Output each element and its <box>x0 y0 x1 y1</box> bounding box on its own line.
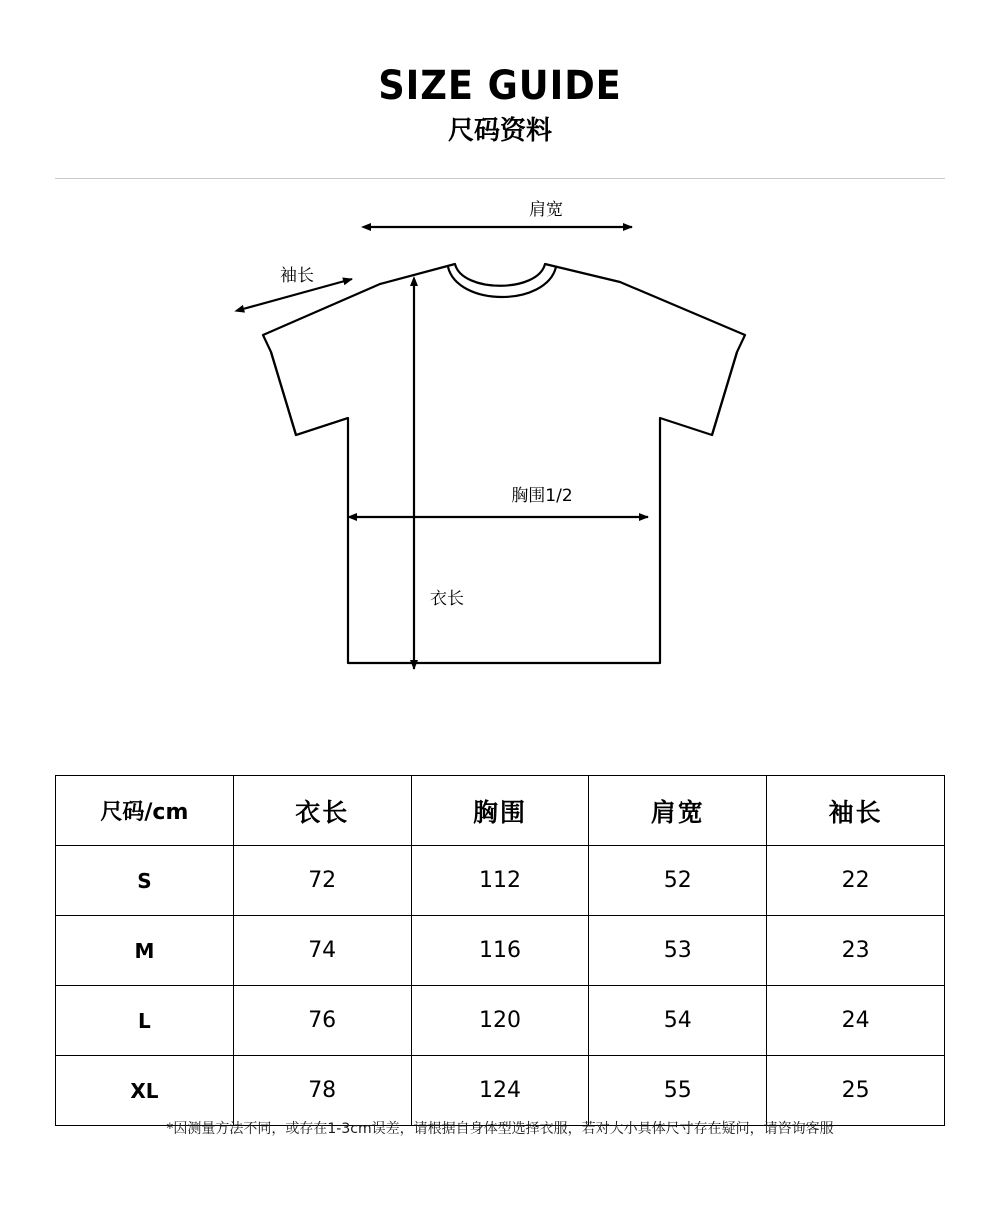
table-row <box>56 916 945 986</box>
table-cell-size: L <box>56 986 234 1056</box>
page-header <box>0 0 1000 179</box>
table-cell: 52 <box>589 846 767 916</box>
table-cell: 25 <box>767 1056 945 1126</box>
table-cell: 116 <box>411 916 589 986</box>
table-cell: 74 <box>233 916 411 986</box>
table-cell: 72 <box>233 846 411 916</box>
table-cell: 54 <box>589 986 767 1056</box>
header-divider <box>55 178 945 179</box>
table-row <box>56 1056 945 1126</box>
table-cell: 22 <box>767 846 945 916</box>
table-row <box>56 846 945 916</box>
table-header-cell: 肩宽 <box>589 776 767 846</box>
table-body <box>56 846 945 1126</box>
table-cell: 55 <box>589 1056 767 1126</box>
size-table <box>55 775 945 1126</box>
table-header-cell: 衣长 <box>233 776 411 846</box>
tshirt-outline <box>263 264 745 663</box>
table-header-cell: 袖长 <box>767 776 945 846</box>
table-cell-size: XL <box>56 1056 234 1126</box>
size-table-wrap <box>55 775 945 1126</box>
table-cell-size: S <box>56 846 234 916</box>
table-cell: 112 <box>411 846 589 916</box>
table-header-row <box>56 776 945 846</box>
table-cell-size: M <box>56 916 234 986</box>
page-subtitle: 尺码资料 <box>447 116 552 146</box>
table-cell: 24 <box>767 986 945 1056</box>
table-cell: 120 <box>411 986 589 1056</box>
table-header-cell: 尺码/cm <box>56 776 234 846</box>
table-cell: 53 <box>589 916 767 986</box>
table-cell: 76 <box>233 986 411 1056</box>
measurement-note: *因测量方法不同，或存在1-3cm误差，请根据自身体型选择衣服，若对大小具体尺寸存在疑问，请咨询客服 <box>166 1121 834 1137</box>
label-shoulder: 肩宽 <box>529 200 563 220</box>
table-head <box>56 776 945 846</box>
measurement-diagram <box>0 185 1000 705</box>
table-cell: 124 <box>411 1056 589 1126</box>
table-header-cell: 胸围 <box>411 776 589 846</box>
page-title: SIZE GUIDE <box>378 63 622 109</box>
label-chest-half: 胸围1/2 <box>511 486 573 506</box>
label-sleeve: 袖长 <box>280 266 314 286</box>
table-cell: 78 <box>233 1056 411 1126</box>
table-cell: 23 <box>767 916 945 986</box>
table-row <box>56 986 945 1056</box>
label-length: 衣长 <box>430 589 464 609</box>
